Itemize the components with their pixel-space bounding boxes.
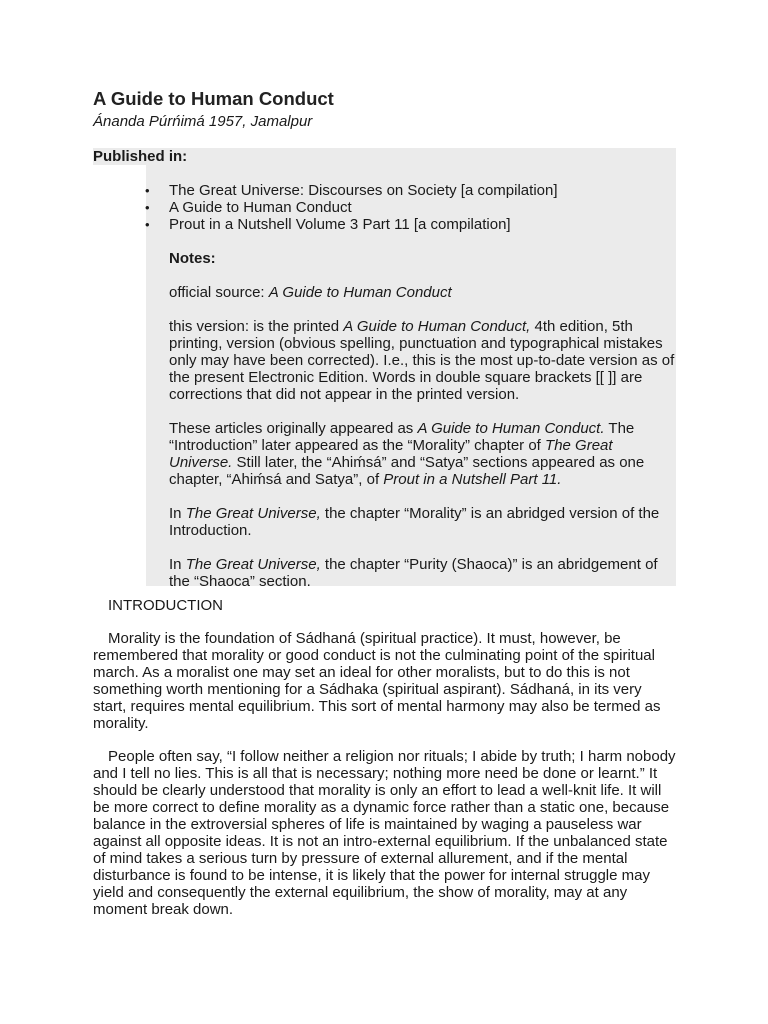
version-note: [169, 318, 676, 403]
morality-text-1: In: [169, 505, 186, 522]
articles-text-3: Still later, the “Ahiḿsá” and “Satya” sections appeared as one chapter, “Ahiḿsá and Satya”, of: [169, 454, 645, 488]
articles-text-2: The “Introduction” later appeared as the “Morality” chapter of: [169, 420, 635, 454]
introduction-section: [93, 597, 676, 918]
document-page: [93, 88, 676, 918]
bullet-icon: •: [145, 217, 150, 232]
morality-title: The Great Universe,: [185, 505, 321, 522]
notes-section: [169, 233, 676, 590]
bullet-icon: •: [145, 183, 150, 198]
morality-text-2: the chapter “Morality” is an abridged version of the Introduction.: [169, 505, 660, 539]
published-item-text: A Guide to Human Conduct: [169, 199, 352, 216]
official-source-prefix: official source:: [169, 284, 269, 301]
purity-title: The Great Universe,: [185, 556, 321, 573]
published-in-label: Published in:: [93, 148, 188, 165]
articles-title-1: A Guide to Human Conduct.: [417, 420, 605, 437]
published-item: [93, 199, 676, 216]
published-item: [93, 182, 676, 199]
purity-text-1: In: [169, 556, 186, 573]
body-paragraph: People often say, “I follow neither a religion nor rituals; I abide by truth; I harm nobody and I tell no lies. This is all that is necessary; nothing more need be done or learnt.” It should be clearly understood that morality is only an effort to lead a well-knit life. It will be more correct to define morality as a dynamic force rather than a static one, because balance in the extroversial spheres of life is maintained by waging a pauseless war against all opposite ideas. It is not an intro-external equilibrium. If the unbalanced state of mind takes a serious turn by pressure of external allurement, and if the mental disturbance is found to be intense, it is likely that the power for internal struggle may yield and consequently the external equilibrium, the show of morality, may at any moment break down.: [93, 748, 676, 918]
published-item: [93, 216, 676, 233]
document-subtitle: Ánanda Púrńimá 1957, Jamalpur: [93, 113, 313, 130]
body-paragraph: Morality is the foundation of Sádhaná (spiritual practice). It must, however, be remembered that morality or good conduct is not the culminating point of the spiritual march. As a moralist one may set an ideal for other moralists, but to do this is not something worth mentioning for a Sádhaka (spiritual aspirant). Sádhaná, in its very start, requires mental equilibrium. This sort of mental harmony may also be termed as morality.: [93, 630, 661, 732]
document-title: A Guide to Human Conduct: [93, 88, 334, 109]
version-prefix: this version: is the printed: [169, 318, 344, 335]
articles-title-3: Prout in a Nutshell Part 11.: [383, 471, 562, 488]
notes-label: Notes:: [169, 250, 216, 267]
purity-note: [169, 556, 676, 590]
articles-title-2: The Great Universe.: [169, 437, 613, 471]
published-item-text: Prout in a Nutshell Volume 3 Part 11 [a compilation]: [169, 216, 511, 233]
introduction-heading: INTRODUCTION: [108, 597, 223, 614]
metadata-box: [93, 148, 676, 590]
articles-text-1: These articles originally appeared as: [169, 420, 418, 437]
articles-note: [169, 420, 676, 488]
morality-note: [169, 505, 676, 539]
official-source-title: A Guide to Human Conduct: [268, 284, 452, 301]
version-title: A Guide to Human Conduct,: [343, 318, 531, 335]
bullet-icon: •: [145, 200, 150, 215]
purity-text-2: the chapter “Purity (Shaoca)” is an abridgement of the “Shaoca” section.: [169, 556, 658, 590]
published-item-text: The Great Universe: Discourses on Society [a compilation]: [169, 182, 558, 199]
official-source-note: [169, 284, 676, 301]
version-rest: 4th edition, 5th printing, version (obvious spelling, punctuation and typographical mistakes only may have been corrected). I.e., this is the most up-to-date version as of the present Electronic Edition. Words in double square brackets [[ ]] are corrections that did not appear in the printed version.: [169, 318, 675, 403]
published-list: [93, 182, 676, 233]
metadata-content: [93, 148, 676, 590]
